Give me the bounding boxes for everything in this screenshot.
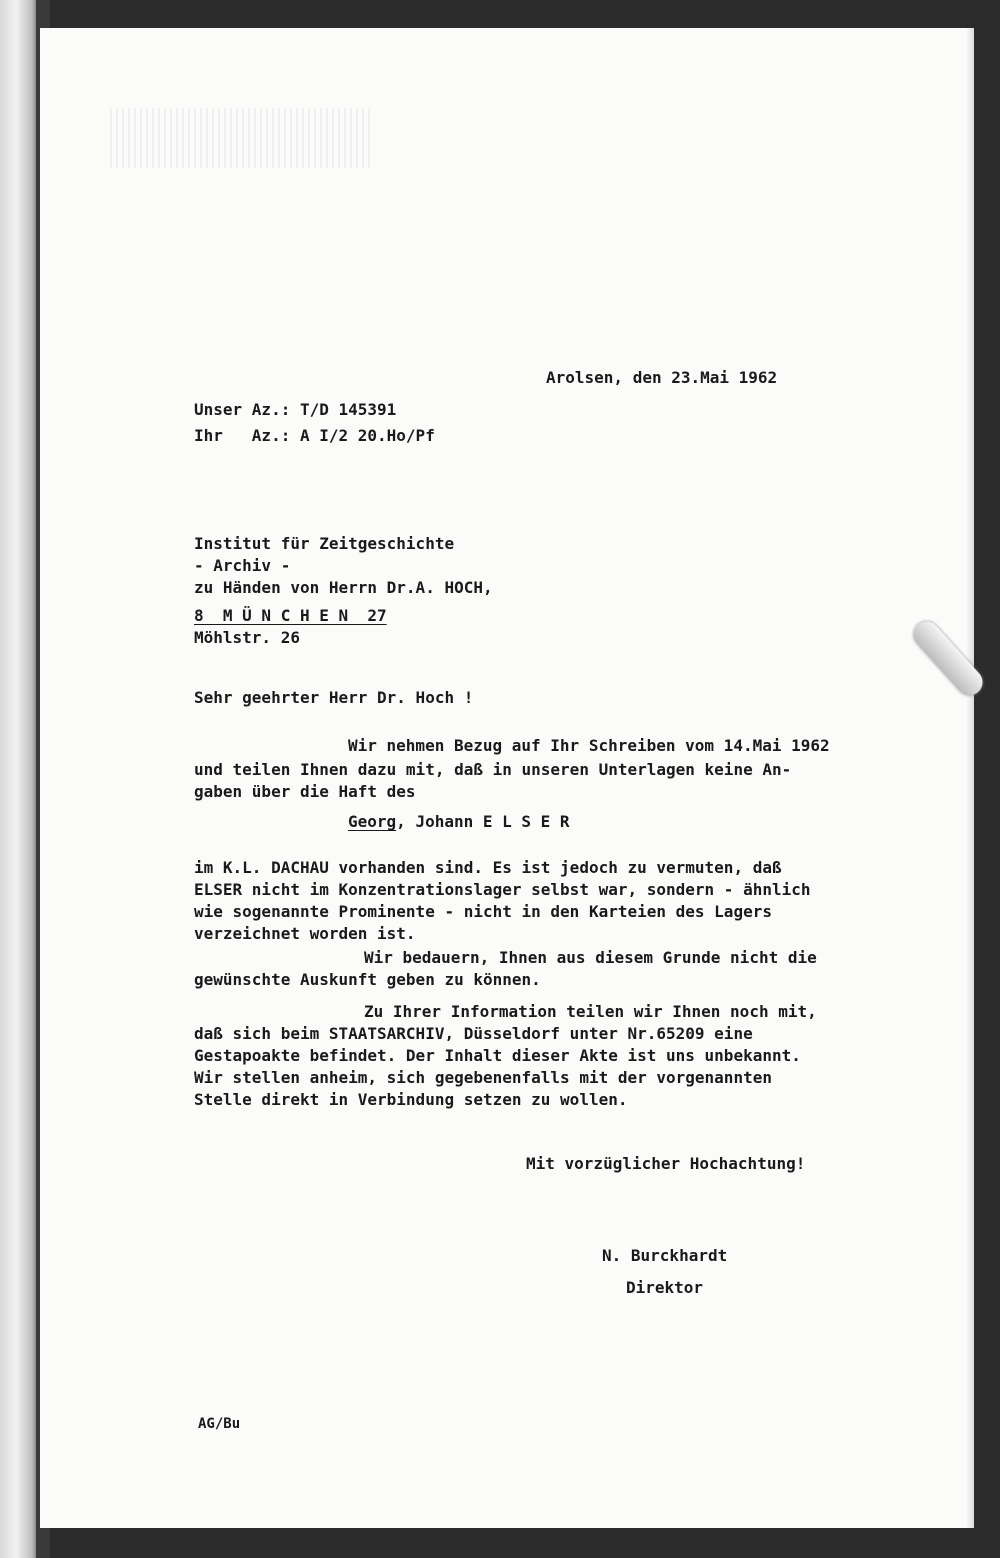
address-line-2: - Archiv - — [194, 556, 291, 575]
book-binding — [0, 0, 40, 1558]
signer-title: Direktor — [626, 1278, 704, 1297]
signer-name: N. Burckhardt — [602, 1246, 728, 1265]
body-p3-line2: gewünschte Auskunft geben zu können. — [194, 970, 541, 989]
body-p4-line1: Zu Ihrer Information teilen wir Ihnen noch mit, — [364, 1002, 817, 1021]
body-p3-line1: Wir bedauern, Ihnen aus diesem Grunde nicht die — [364, 948, 817, 967]
address-line-4: 8 M Ü N C H E N 27 — [194, 606, 387, 625]
subject-first-name: Georg — [348, 812, 397, 831]
closing: Mit vorzüglicher Hochachtung! — [526, 1154, 806, 1173]
address-line-5: Möhlstr. 26 — [194, 628, 300, 647]
typist-initials: AG/Bu — [198, 1416, 241, 1432]
body-p4-line4: Wir stellen anheim, sich gegebenenfalls mit der vorgenannten — [194, 1068, 772, 1087]
body-p2-line4: verzeichnet worden ist. — [194, 924, 416, 943]
page-edge-shadow — [966, 28, 974, 1528]
body-p4-line3: Gestapoakte befindet. Der Inhalt dieser Akte ist uns unbekannt. — [194, 1046, 801, 1065]
address-line-3: zu Händen von Herrn Dr.A. HOCH, — [194, 578, 493, 597]
body-p2-line3: wie sogenannte Prominente - nicht in den Karteien des Lagers — [194, 902, 772, 921]
bleed-through-noise — [110, 108, 370, 168]
body-p1-line3: gaben über die Haft des — [194, 782, 416, 801]
body-p4-line2: daß sich beim STAATSARCHIV, Düsseldorf unter Nr.65209 eine — [194, 1024, 753, 1043]
salutation: Sehr geehrter Herr Dr. Hoch ! — [194, 688, 474, 707]
reference-yours: Ihr Az.: A I/2 20.Ho/Pf — [194, 426, 435, 445]
subject-name-rest: , Johann E L S E R — [396, 812, 570, 831]
body-p1-line1: Wir nehmen Bezug auf Ihr Schreiben vom 14.Mai 1962 — [348, 736, 830, 755]
letter-page — [40, 28, 974, 1528]
body-p1-line2: und teilen Ihnen dazu mit, daß in unseren Unterlagen keine An- — [194, 760, 792, 779]
place-date: Arolsen, den 23.Mai 1962 — [546, 368, 778, 387]
subject-name — [348, 812, 570, 831]
body-p2-line1: im K.L. DACHAU vorhanden sind. Es ist jedoch zu vermuten, daß — [194, 858, 782, 877]
body-p4-line5: Stelle direkt in Verbindung setzen zu wollen. — [194, 1090, 628, 1109]
body-p2-line2: ELSER nicht im Konzentrationslager selbst war, sondern - ähnlich — [194, 880, 811, 899]
address-line-1: Institut für Zeitgeschichte — [194, 534, 455, 553]
reference-ours: Unser Az.: T/D 145391 — [194, 400, 397, 419]
